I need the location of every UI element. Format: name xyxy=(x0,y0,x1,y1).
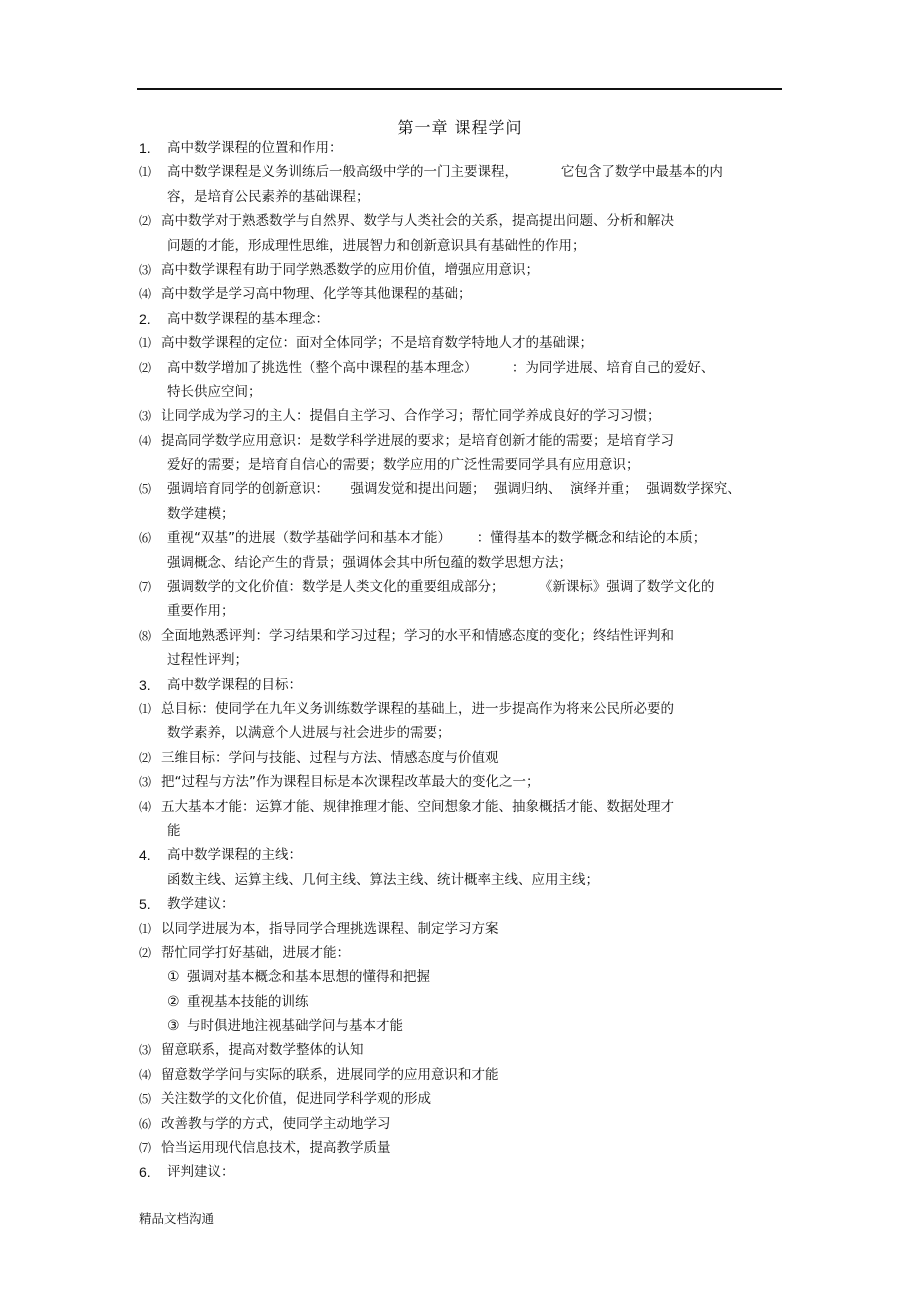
item-text: 提高同学数学应用意识：是数学科学进展的要求；是培育创新才能的需要；是培育学习 xyxy=(161,432,674,449)
item-marker: ⑺ xyxy=(139,580,152,595)
list-item xyxy=(139,502,799,526)
item-marker: ⑻ xyxy=(139,628,152,643)
list-item xyxy=(139,770,799,794)
item-marker: ⑷ xyxy=(139,799,152,814)
item-text: 重视“双基”的进展（数学基础学问和基本才能） ：懂得基本的数学概念和结论的本质； xyxy=(167,530,707,547)
list-item xyxy=(139,795,799,819)
item-text: 特长供应空间； xyxy=(167,383,262,400)
item-marker: ⑶ xyxy=(139,409,152,424)
item-marker: 2. xyxy=(139,310,151,327)
section-heading xyxy=(139,307,799,331)
sub-item-marker: ① xyxy=(167,969,180,986)
item-text: 高中数学课程是义务训练后一般高级中学的一门主要课程， 它包含了数学中最基本的内 xyxy=(167,164,723,181)
item-text: 高中数学对于熟悉数学与自然界、数学与人类社会的关系，提高提出问题、分析和解决 xyxy=(161,213,674,230)
item-text: 高中数学是学习高中物理、化学等其他课程的基础； xyxy=(161,286,472,303)
item-text: 重要作用； xyxy=(167,603,235,620)
item-text: 高中数学课程的基本理念： xyxy=(167,310,329,327)
item-text: 数学素养，以满意个人进展与社会进步的需要； xyxy=(167,725,451,742)
list-item xyxy=(139,331,799,355)
item-text: 总目标：使同学在九年义务训练数学课程的基础上，进一步提高作为将来公民所必要的 xyxy=(161,700,674,717)
list-item xyxy=(139,917,799,941)
item-marker: 3. xyxy=(139,676,151,693)
list-item xyxy=(139,1087,799,1111)
item-text: 高中数学课程有助于同学熟悉数学的应用价值，增强应用意识； xyxy=(161,261,539,278)
item-text: 高中数学课程的位置和作用： xyxy=(167,140,343,156)
item-marker: 6. xyxy=(139,1164,151,1181)
section-heading xyxy=(139,1160,799,1184)
item-text: 让同学成为学习的主人：提倡自主学习、合作学习；帮忙同学养成良好的学习习惯； xyxy=(161,408,661,425)
item-marker: ⑷ xyxy=(139,287,152,302)
header-rule xyxy=(137,88,782,90)
list-item xyxy=(139,575,799,599)
list-item xyxy=(139,185,799,209)
item-marker: ⑴ xyxy=(139,921,152,936)
item-marker: ⑸ xyxy=(139,482,152,497)
item-text: 五大基本才能：运算才能、规律推理才能、空间想象才能、抽象概括才能、数据处理才 xyxy=(161,798,674,815)
item-text: 关注数学的文化价值，促进同学科学观的形成 xyxy=(161,1091,431,1108)
list-item xyxy=(139,234,799,258)
item-text: 能 xyxy=(167,822,181,839)
list-item xyxy=(139,990,799,1014)
item-text: 容，是培育公民素养的基础课程； xyxy=(167,188,370,205)
item-text: 函数主线、运算主线、几何主线、算法主线、统计概率主线、应用主线； xyxy=(167,871,599,888)
item-text: 高中数学课程的主线： xyxy=(167,847,302,864)
item-text: 高中数学课程的定位：面对全体同学；不是培育数学特地人才的基础课； xyxy=(161,335,593,352)
item-marker: ⑷ xyxy=(139,433,152,448)
item-marker: ⑵ xyxy=(139,750,152,765)
list-item xyxy=(139,721,799,745)
list-item xyxy=(139,258,799,282)
list-item xyxy=(139,282,799,306)
list-item xyxy=(139,551,799,575)
list-item xyxy=(139,648,799,672)
item-marker: ⑴ xyxy=(139,336,152,351)
section-heading xyxy=(139,843,799,867)
section-heading xyxy=(139,136,799,160)
item-text: 留意联系，提高对数学整体的认知 xyxy=(161,1042,364,1059)
document-body xyxy=(139,136,799,1185)
list-item xyxy=(139,819,799,843)
item-text: 强调数学的文化价值：数学是人类文化的重要组成部分； 《新课标》强调了数学文化的 xyxy=(167,579,715,596)
list-item xyxy=(139,624,799,648)
list-item xyxy=(139,1112,799,1136)
item-marker: ⑵ xyxy=(139,945,152,960)
item-marker: ⑹ xyxy=(139,1116,152,1131)
section-heading xyxy=(139,892,799,916)
item-marker: ⑵ xyxy=(139,214,152,229)
item-text: 强调概念、结论产生的背景；强调体会其中所包蕴的数学思想方法； xyxy=(167,554,572,571)
item-text: 数学建模； xyxy=(167,505,235,522)
item-text: 与时俱进地注视基础学问与基本才能 xyxy=(187,1018,403,1035)
item-text: 重视基本技能的训练 xyxy=(187,993,309,1010)
item-text: 过程性评判； xyxy=(167,652,248,669)
item-marker: ⑶ xyxy=(139,1043,152,1058)
item-text: 全面地熟悉评判：学习结果和学习过程；学习的水平和情感态度的变化；终结性评判和 xyxy=(161,627,674,644)
item-marker: ⑴ xyxy=(139,701,152,716)
item-text: 改善教与学的方式，使同学主动地学习 xyxy=(161,1115,391,1132)
item-text: 把“过程与方法”作为课程目标是本次课程改革最大的变化之一； xyxy=(161,774,540,791)
item-text: 高中数学课程的目标： xyxy=(167,676,302,693)
list-item xyxy=(139,453,799,477)
list-item xyxy=(139,1014,799,1038)
item-marker: ⑵ xyxy=(139,360,152,375)
sub-item-marker: ③ xyxy=(167,1018,180,1035)
item-marker: ⑴ xyxy=(139,165,152,180)
item-text: 强调对基本概念和基本思想的懂得和把握 xyxy=(187,969,430,986)
item-text: 恰当运用现代信息技术，提高教学质量 xyxy=(161,1140,391,1157)
sub-item-marker: ② xyxy=(167,993,180,1010)
item-text: 强调培育同学的创新意识： 强调发觉和提出问题； 强调归纳、 演绎并重； 强调数学探究、 xyxy=(167,481,741,498)
list-item xyxy=(139,965,799,989)
item-text: 教学建议： xyxy=(167,896,235,913)
item-text: 帮忙同学打好基础，进展才能： xyxy=(161,944,350,961)
item-text: 以同学进展为本，指导同学合理挑选课程、制定学习方案 xyxy=(161,920,499,937)
item-text: 留意数学学问与实际的联系，进展同学的应用意识和才能 xyxy=(161,1066,499,1083)
list-item xyxy=(139,356,799,380)
list-item xyxy=(139,429,799,453)
item-marker: ⑺ xyxy=(139,1141,152,1156)
item-text: 爱好的需要；是培育自信心的需要；数学应用的广泛性需要同学具有应用意识； xyxy=(167,457,640,474)
item-marker: ⑸ xyxy=(139,1092,152,1107)
item-marker: ⑶ xyxy=(139,775,152,790)
list-item xyxy=(139,941,799,965)
page-footer: 精品文档沟通 xyxy=(139,1211,215,1226)
item-marker: 4. xyxy=(139,847,151,864)
item-marker: 5. xyxy=(139,896,151,913)
item-text: 高中数学增加了挑选性（整个高中课程的基本理念） ：为同学进展、培育自己的爱好、 xyxy=(167,359,715,376)
list-item xyxy=(139,1063,799,1087)
item-text: 三维目标：学问与技能、过程与方法、情感态度与价值观 xyxy=(161,749,499,766)
list-item xyxy=(139,160,799,184)
list-item xyxy=(139,1136,799,1160)
list-item xyxy=(139,209,799,233)
list-item xyxy=(139,404,799,428)
list-item xyxy=(139,526,799,550)
item-text: 评判建议： xyxy=(167,1164,235,1181)
list-item xyxy=(139,746,799,770)
item-marker: ⑷ xyxy=(139,1067,152,1082)
list-item xyxy=(139,599,799,623)
item-text: 问题的才能，形成理性思维，进展智力和创新意识具有基础性的作用； xyxy=(167,237,586,254)
chapter-title: 第一章 课程学问 xyxy=(397,118,523,137)
list-item xyxy=(139,1038,799,1062)
item-marker: ⑶ xyxy=(139,262,152,277)
item-marker: 1. xyxy=(139,140,151,156)
list-item xyxy=(139,380,799,404)
item-marker: ⑹ xyxy=(139,531,152,546)
list-item xyxy=(139,697,799,721)
section-heading xyxy=(139,673,799,697)
list-item xyxy=(139,477,799,501)
list-item xyxy=(139,868,799,892)
